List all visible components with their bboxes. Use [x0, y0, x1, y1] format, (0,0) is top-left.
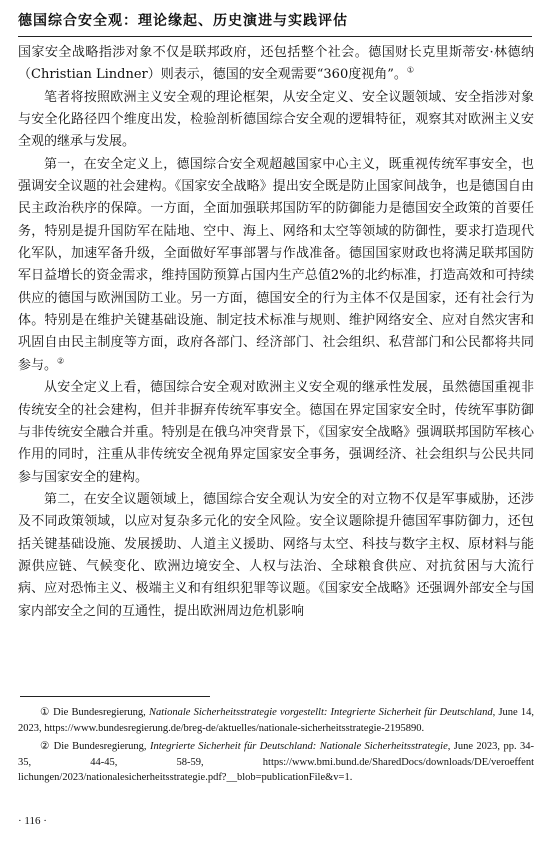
page-number: · 116 ·	[18, 815, 47, 827]
footnote-mark: ①	[40, 707, 54, 718]
footnote	[18, 739, 534, 786]
paragraph-text: 第二，在安全议题领域上，德国综合安全观认为安全的对立物不仅是军事威胁，还涉及不同政策领域，以应对复杂多元化的安全风险。安全议题除提升德国军事防御力，还包括关键基础设施、发展援助、人道主义援助、网络与太空、科技与数字主权、原材料与能源供应链、气候变化、欧洲边境安全、人权与法治、全球粮食供应、对抗贫困与大流行病、应对恐怖主义、极端主义和有组织犯罪等议题。《国家安全战略》还强调外部安全与国家内部安全之间的互通性，提出欧洲周边危机影响	[18, 491, 534, 619]
footnote-source: , June 14, 2023, https://www.bundesregierung.de/breg-de/aktuelles/nationale-sicherheitsstrategie-2195890.	[18, 707, 534, 734]
footnote-source: , June 2023, pp. 34-35, 44-45, 58-59, https://www.bmi.bund.de/SharedDocs/downloads/DE/veroeffent lichungen/2023/nationalesicherheitsstrategie.pdf?__blob=publicationFile&v=1.	[18, 741, 534, 784]
footnote-author: Die Bundesregierung,	[53, 707, 149, 718]
footnotes	[18, 705, 534, 789]
paragraph-text: 第一，在安全定义上，德国综合安全观超越国家中心主义，既重视传统军事安全，也强调安全议题的社会建构。《国家安全战略》提出安全既是防止国家间战争，也是德国自由民主政治秩序的保障。一方面，全面加强联邦国防军的防御能力是德国安全政策的首要任务，特别是提升国防军在陆地、空中、海上、网络和太空等领域的防御性，要求打造现代化军队，加速军备升级，全面做好军事部署与作战准备。德国国家财政也将满足联邦国防军日益增长的资金需求，维持国防预算占国内生产总值2%的北约标准，打造高效和可持续供应的德国与欧洲国防工业。另一方面，德国安全的行为主体不仅是国家，还有社会行为体。特别是在维护关键基础设施、制定技术标准与规则、维护网络安全、应对自然灾害和巩固自由民主制度等方面，政府各部门、经济部门、社会组织、私营部门和公民都将共同参与。	[18, 156, 534, 373]
body-paragraph	[18, 154, 534, 377]
footnote-author: Die Bundesregierung,	[53, 741, 150, 753]
body-paragraph	[18, 377, 534, 489]
body-paragraph	[18, 87, 534, 154]
footnote-marker[interactable]: ①	[406, 66, 415, 76]
footnote-title: Nationale Sicherheitsstrategie vorgestellt: Integrierte Sicherheit für Deutschland	[148, 707, 493, 718]
footnote-title: Integrierte Sicherheit für Deutschland: Nationale Sicherheitsstrategie	[149, 741, 448, 753]
footnote-mark: ②	[40, 741, 54, 753]
paragraph-text: 笔者将按照欧洲主义安全观的理论框架，从安全定义、安全议题领域、安全指涉对象与安全化路径四个维度出发，检验剖析德国综合安全观的逻辑特征，观察其对欧洲主义安全观的继承与发展。	[18, 89, 534, 150]
footnote	[18, 705, 534, 736]
body-paragraph	[18, 489, 534, 623]
paragraph-text: 国家安全战略指涉对象不仅是联邦政府，还包括整个社会。德国财长克里斯蒂安·林德纳（Christian Lindner）则表示，德国的安全观需要“360度视角”。	[18, 45, 534, 83]
footnote-separator	[20, 696, 210, 697]
paragraph-text: 从安全定义上看，德国综合安全观对欧洲主义安全观的继承性发展，虽然德国重视非传统安全的社会建构，但并非摒弃传统军事安全。德国在界定国家安全时，传统军事防御与非传统安全融合并重。特别是在俄乌冲突背景下，《国家安全战略》强调联邦国防军核心作用的同时，注重从非传统安全视角界定国家安全事务，强调经济、社会组织与公民共同参与国家安全的建构。	[18, 380, 534, 485]
footnote-marker[interactable]: ②	[57, 356, 65, 366]
body-text	[18, 42, 534, 623]
body-paragraph	[18, 42, 534, 87]
running-header: 德国综合安全观：理论缘起、历史演进与实践评估	[18, 10, 532, 37]
